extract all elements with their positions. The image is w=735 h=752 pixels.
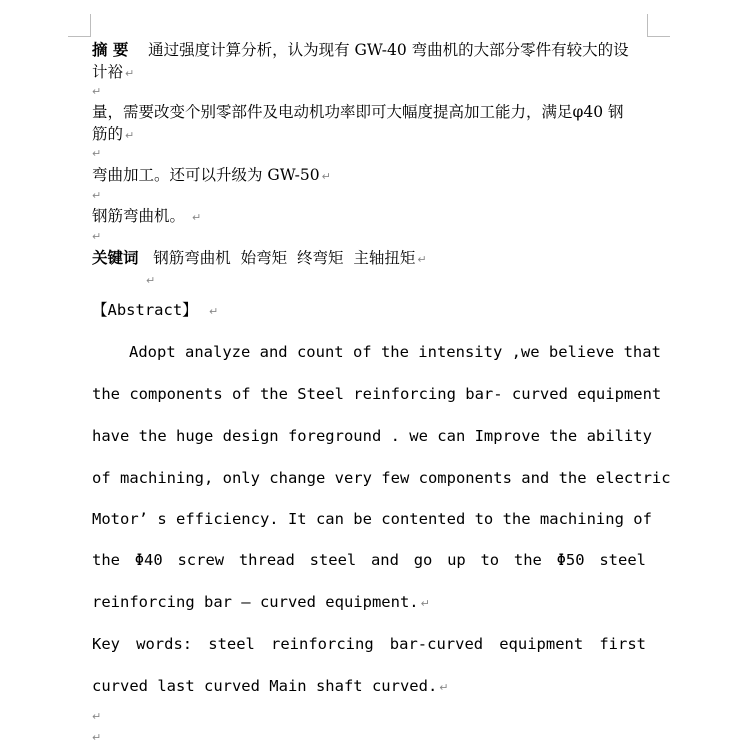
keywords-en-last-line: [92, 676, 646, 698]
abstract-en-line: reinforcing bar – curved equipment.: [92, 593, 419, 611]
abstract-cn-line-6: [92, 206, 201, 228]
paragraph-mark: ↵: [146, 274, 156, 287]
paragraph-mark: ↵: [439, 681, 449, 694]
abstract-cn-line-2: [92, 62, 134, 84]
keywords-cn-label: 关键词: [92, 248, 139, 267]
abstract-en-last-line: [92, 592, 646, 614]
paragraph-mark: ↵: [321, 170, 331, 183]
paragraph-mark: ↵: [209, 305, 219, 318]
abstract-en-line: Adopt analyze and count of the intensity ,we believe that: [129, 343, 661, 361]
paragraph-mark: ↵: [125, 67, 135, 80]
abstract-cn-line-4: [92, 124, 134, 146]
abstract-en-line: the components of the Steel reinforcing bar- curved equipment: [92, 385, 662, 403]
paragraph-mark: ↵: [92, 710, 102, 723]
abstract-cn-text: 钢筋弯曲机。: [92, 207, 186, 225]
abstract-en-line: Motor’ s efficiency. It can be contented to the machining of: [92, 510, 652, 528]
paragraph-mark: ↵: [92, 731, 102, 744]
keywords-en-text: curved last curved Main shaft curved.: [92, 677, 438, 695]
abstract-en-heading: 【Abstract】: [92, 301, 198, 319]
abstract-cn-text: 通过强度计算分析，认为现有 GW-40 弯曲机的大部分零件有较大的设: [148, 41, 629, 59]
abstract-cn-line-3: [92, 102, 624, 122]
page-corner-mark-right: [647, 14, 670, 37]
keywords-cn-line: [92, 248, 427, 270]
paragraph-mark: ↵: [417, 253, 427, 266]
abstract-cn-text: 计裕: [92, 63, 124, 81]
abstract-cn-text: 筋的: [92, 125, 124, 143]
abstract-en-line: the Φ40 screw thread steel and go up to the Φ50 steel: [92, 551, 646, 569]
paragraph-mark: ↵: [92, 189, 102, 202]
abstract-cn-text: 弯曲加工。还可以升级为 GW-50: [92, 166, 320, 184]
paragraph-mark: ↵: [92, 147, 102, 160]
abstract-en-line: of machining, only change very few components and the electric: [92, 469, 671, 487]
abstract-en-heading-line: [92, 300, 218, 322]
abstract-cn-line-5: [92, 165, 331, 187]
paragraph-mark: ↵: [92, 85, 102, 98]
abstract-en-line: have the huge design foreground . we can Improve the ability: [92, 427, 652, 445]
paragraph-mark: ↵: [420, 597, 430, 610]
paragraph-mark: ↵: [191, 211, 202, 224]
keywords-en-line: Key words: steel reinforcing bar-curved equipment first: [92, 635, 646, 653]
page-corner-mark-left: [68, 14, 91, 37]
paragraph-mark: ↵: [92, 230, 102, 243]
paragraph-mark: ↵: [125, 129, 135, 142]
keywords-cn-items: 钢筋弯曲机 始弯矩 终弯矩 主轴扭矩: [153, 249, 416, 267]
abstract-cn-text: 量，需要改变个别零部件及电动机功率即可大幅度提高加工能力，满足φ40 钢: [92, 103, 624, 121]
abstract-cn-label: 摘 要: [92, 40, 129, 59]
abstract-cn-line-1: [92, 40, 629, 60]
